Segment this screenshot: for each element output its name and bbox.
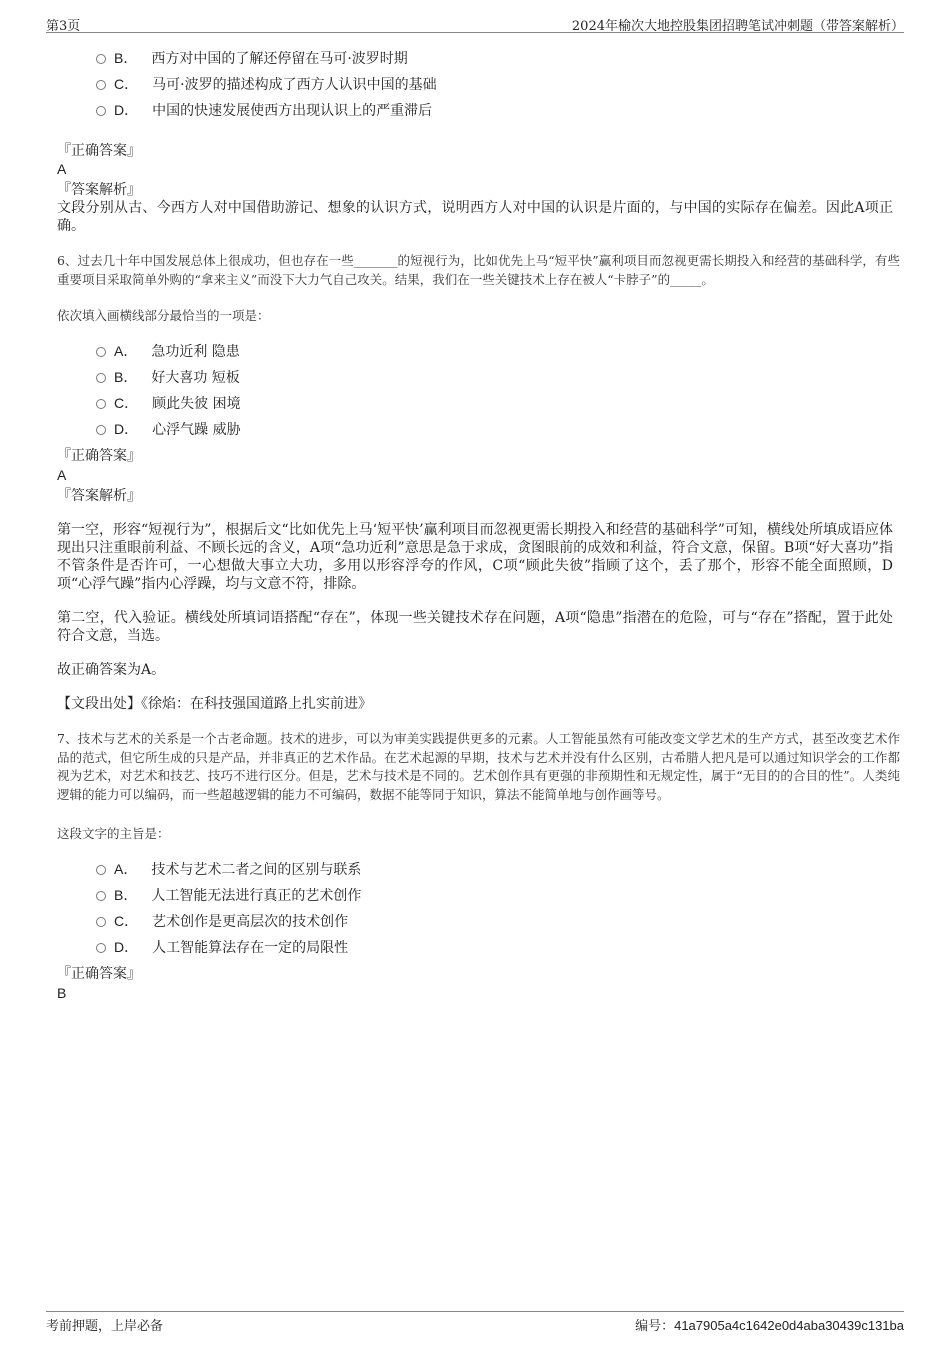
q6-option-c[interactable]: C． 顾此失彼 困境	[96, 394, 241, 413]
radio-icon[interactable]	[96, 917, 106, 927]
q6-question: 6、过去几十年中国发展总体上很成功，但也存在一些_______的短视行为，比如优先上马“短平快”赢利项目而忽视更需长期投入和经营的基础科学，有些重要项目采取简单外购的“拿来主义”而没下大力气自己攻关。结果，我们在一些关键技术上存在被人“卡脖子”的_____。	[57, 253, 900, 287]
radio-icon[interactable]	[96, 865, 106, 875]
radio-icon[interactable]	[96, 106, 106, 116]
radio-icon[interactable]	[96, 80, 106, 90]
q7-prompt: 这段文字的主旨是：	[57, 826, 170, 841]
q5-option-c[interactable]: C． 马可·波罗的描述构成了西方人认识中国的基础	[96, 75, 437, 94]
q5-analysis-label: 『答案解析』	[57, 182, 141, 198]
q6-analysis-paragraph-2: 第二空，代入验证。横线处所填词语搭配“存在”，体现一些关键技术存在问题，A项“隐患”指潜在的危险，可与“存在”搭配，置于此处符合文意，当选。	[57, 610, 893, 644]
q5-analysis: 文段分别从古、今西方人对中国借助游记、想象的认识方式，说明西方人对中国的认识是片面的，与中国的实际存在偏差。因此A项正确。	[57, 200, 893, 234]
q7-answer-label: 『正确答案』	[57, 966, 141, 982]
q6-prompt: 依次填入画横线部分最恰当的一项是：	[57, 308, 270, 323]
document-code-value: 41a7905a4c1642e0d4aba30439c131ba	[674, 1318, 904, 1333]
footer-slogan: 考前押题，上岸必备	[46, 1319, 164, 1334]
q7-option-d[interactable]: D． 人工智能算法存在一定的局限性	[96, 938, 348, 957]
document-code-label: 编号：	[635, 1319, 675, 1334]
radio-icon[interactable]	[96, 373, 106, 383]
q6-answer-label: 『正确答案』	[57, 448, 141, 464]
q7-question: 7、技术与艺术的关系是一个古老命题。技术的进步，可以为审美实践提供更多的元素。人工智能虽然有可能改变文学艺术的生产方式，甚至改变艺术作品的范式，但它所生成的只是产品，并非真正的艺术作品。在艺术起源的早期，技术与艺术并没有什么区别，古希腊人把凡是可以通过知识学会的工作都视为艺术，对艺术和技艺、技巧不进行区分。但是，艺术与技术是不同的。艺术创作具有更强的非预期性和无规定性，属于“无目的的合目的性”。人类纯逻辑的能力可以编码，而一些超越逻辑的能力不可编码，数据不能等同于知识，算法不能简单地与创作画等号。	[57, 731, 900, 802]
q5-option-b[interactable]: B． 西方对中国的了解还停留在马可·波罗时期	[96, 49, 408, 68]
page-footer	[46, 1311, 904, 1334]
radio-icon[interactable]	[96, 399, 106, 409]
q6-option-a[interactable]: A． 急功近利 隐患	[96, 342, 240, 361]
page-number: 第3页	[46, 19, 81, 34]
document-code	[635, 1315, 904, 1334]
q6-source: 【文段出处】《徐焰：在科技强国道路上扎实前进》	[57, 696, 372, 712]
q6-option-b[interactable]: B． 好大喜功 短板	[96, 368, 240, 387]
radio-icon[interactable]	[96, 347, 106, 357]
q7-answer: B	[57, 985, 67, 1001]
radio-icon[interactable]	[96, 891, 106, 901]
q5-answer: A	[57, 161, 67, 177]
page-header	[46, 12, 904, 33]
q7-option-c[interactable]: C． 艺术创作是更高层次的技术创作	[96, 912, 348, 931]
q6-option-d[interactable]: D． 心浮气躁 威胁	[96, 420, 241, 439]
radio-icon[interactable]	[96, 54, 106, 64]
q6-conclusion: 故正确答案为A。	[57, 662, 166, 678]
q7-option-b[interactable]: B． 人工智能无法进行真正的艺术创作	[96, 886, 361, 905]
q6-analysis-paragraph-1: 第一空，形容“短视行为”，根据后文“比如优先上马‘短平快’赢利项目而忽视更需长期投入和经营的基础科学”可知，横线处所填成语应体现出只注重眼前利益、不顾长远的含义，A项“急功近利”意思是急于求成，贪图眼前的成效和利益，符合文意，保留。B项“好大喜功”指不管条件是否许可，一心想做大事立大功，多用以形容浮夸的作风，C项“顾此失彼”指顾了这个，丢了那个，形容不能全面照顾，D项“心浮气躁”指内心浮躁，均与文意不符，排除。	[57, 522, 893, 592]
radio-icon[interactable]	[96, 943, 106, 953]
q6-analysis-label: 『答案解析』	[57, 488, 141, 504]
q5-answer-label: 『正确答案』	[57, 143, 141, 159]
document-title: 2024年榆次大地控股集团招聘笔试冲刺题（带答案解析）	[571, 19, 904, 34]
q5-option-d[interactable]: D． 中国的快速发展使西方出现认识上的严重滞后	[96, 101, 432, 120]
radio-icon[interactable]	[96, 425, 106, 435]
q7-option-a[interactable]: A． 技术与艺术二者之间的区别与联系	[96, 860, 361, 879]
q6-answer: A	[57, 467, 67, 483]
